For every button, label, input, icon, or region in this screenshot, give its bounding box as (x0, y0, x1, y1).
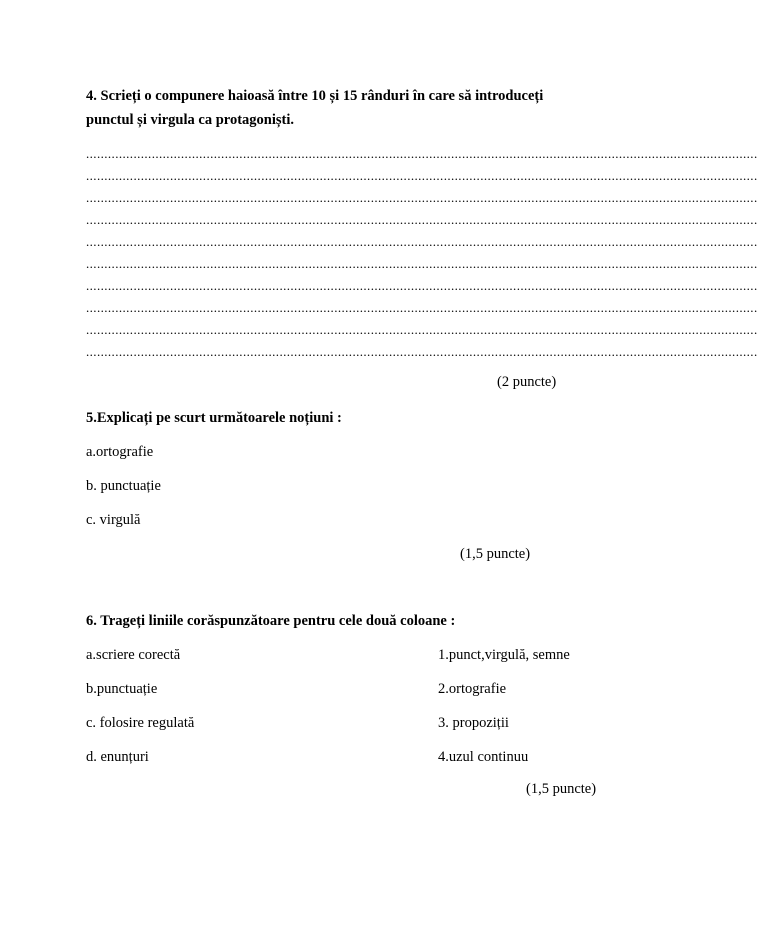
answer-line-5: ........................................................................................................................................................................................ (86, 234, 758, 249)
left-column-item-b: b.punctuație (86, 681, 158, 697)
left-column-item-a: a.scriere corectă (86, 647, 181, 663)
question-6-points: (1,5 puncte) (526, 781, 597, 797)
answer-line-2: ........................................................................................................................................................................................ (86, 168, 758, 183)
right-column-item-4: 4.uzul continuu (438, 749, 529, 765)
question-4-line-2: punctul și virgula ca protagoniști. (86, 112, 294, 128)
answer-line-1: ........................................................................................................................................................................................ (86, 146, 758, 161)
left-column-item-d: d. enunțuri (86, 749, 149, 765)
answer-line-8: ........................................................................................................................................................................................ (86, 300, 758, 315)
question-5-points: (1,5 puncte) (460, 546, 531, 562)
question-6-title: 6. Trageți liniile corăspunzătoare pentru cele două coloane : (86, 613, 456, 629)
answer-line-6: ........................................................................................................................................................................................ (86, 256, 758, 271)
question-4-line-1: 4. Scrieți o compunere haioasă între 10 și 15 rânduri în care să introduceți (86, 88, 544, 104)
answer-line-4: ........................................................................................................................................................................................ (86, 212, 758, 227)
answer-line-10: ........................................................................................................................................................................................ (86, 344, 758, 359)
question-5-item-b: b. punctuație (86, 478, 161, 494)
right-column-item-2: 2.ortografie (438, 681, 507, 697)
question-5-title: 5.Explicați pe scurt următoarele noțiuni : (86, 410, 342, 426)
answer-line-9: ........................................................................................................................................................................................ (86, 322, 758, 337)
right-column-item-1: 1.punct,virgulă, semne (438, 647, 570, 663)
answer-line-3: ........................................................................................................................................................................................ (86, 190, 758, 205)
question-5-item-c: c. virgulă (86, 512, 141, 528)
left-column-item-c: c. folosire regulată (86, 715, 195, 731)
question-5-item-a: a.ortografie (86, 444, 154, 460)
question-4-points: (2 puncte) (497, 374, 557, 390)
answer-line-7: ........................................................................................................................................................................................ (86, 278, 758, 293)
right-column-item-3: 3. propoziții (438, 715, 509, 731)
